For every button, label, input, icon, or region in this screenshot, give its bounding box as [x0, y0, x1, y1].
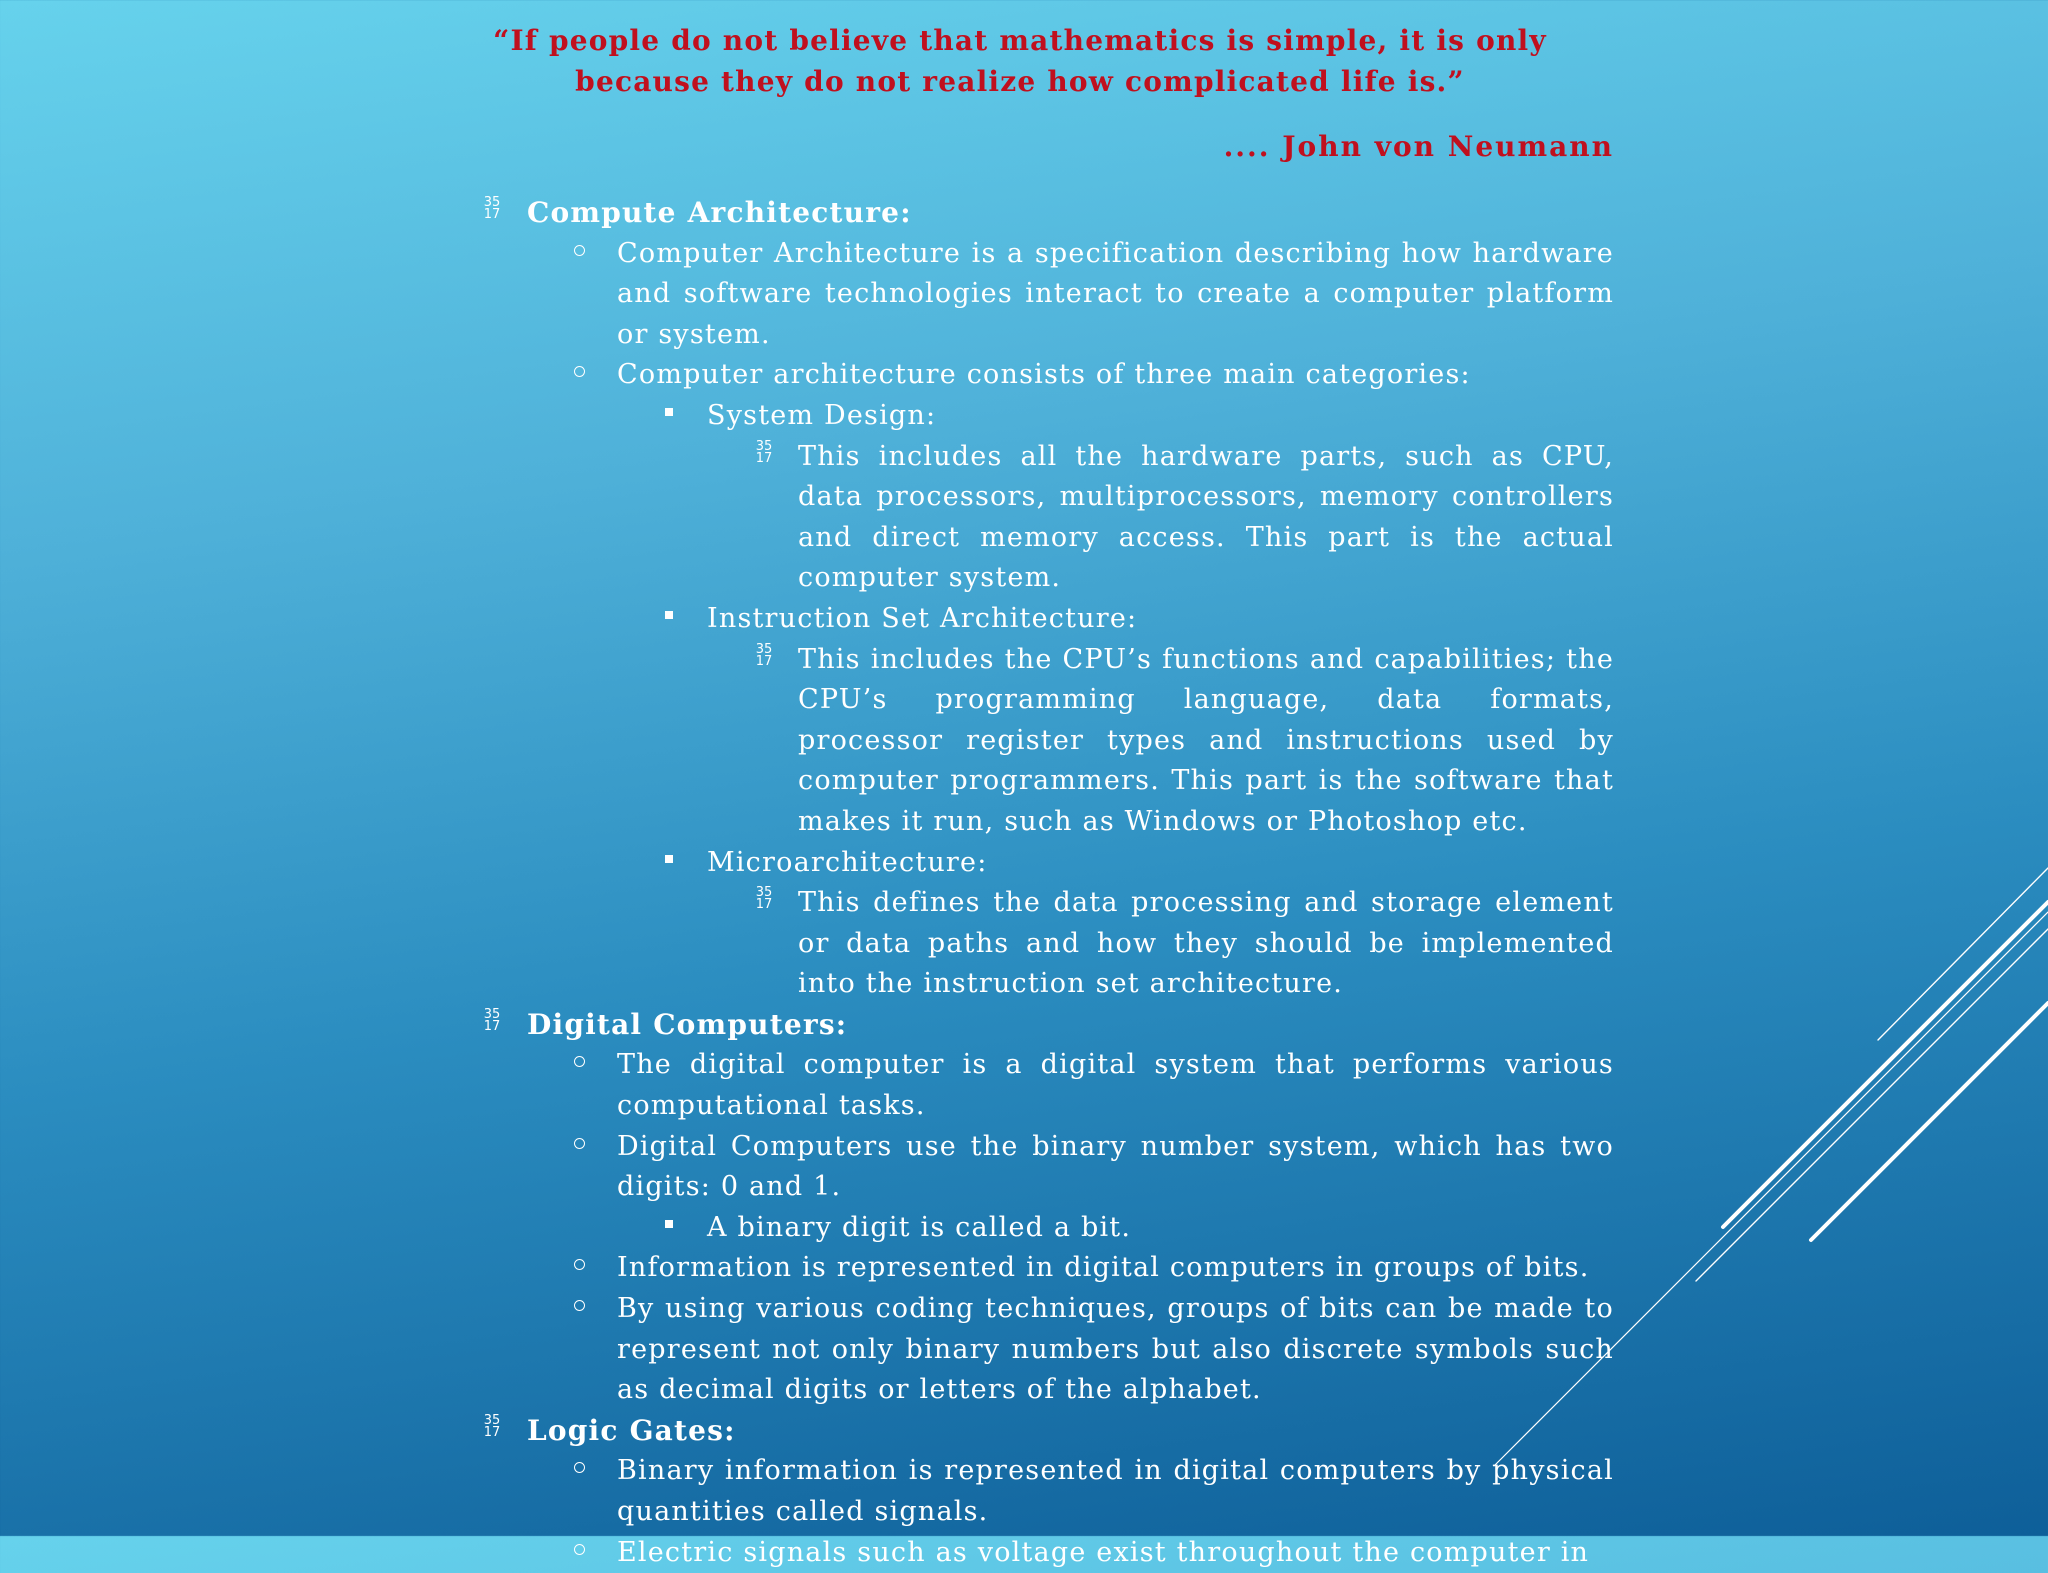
square-bullet-icon [665, 1220, 673, 1228]
list-item [0, 1451, 1614, 1532]
detail-item-text: This includes the CPU’s functions and capabilities; the CPU’s programming language, data formats, processor register types and instructions used by computer programmers. This part is the software that makes it run, such as Windows or Photoshop etc. [798, 643, 1614, 837]
section-heading [0, 1005, 1614, 1046]
list-item [0, 1127, 1614, 1208]
numbered-bullet-icon: 35 17 [755, 438, 773, 466]
quote-text: “If people do not believe that mathematics is simple, it is only because they do not realize how complicated life is.” [493, 24, 1547, 98]
detail-item [0, 437, 1614, 599]
circle-bullet-icon [574, 1300, 585, 1311]
list-item-text: Computer architecture consists of three main categories: [617, 359, 1471, 391]
list-item-text: Information is represented in digital computers in groups of bits. [617, 1252, 1590, 1284]
list-item [0, 234, 1614, 356]
list-item [0, 1289, 1614, 1411]
sub-list-item-text: System Design: [707, 399, 937, 431]
numbered-bullet-icon: 35 17 [483, 1412, 501, 1440]
numbered-bullet-icon: 35 17 [483, 1006, 501, 1034]
circle-bullet-icon [574, 245, 585, 256]
sub-list-item [0, 1208, 1614, 1249]
square-bullet-icon [665, 611, 673, 619]
circle-bullet-icon [574, 1138, 585, 1149]
circle-bullet-icon [574, 1259, 585, 1270]
detail-item [0, 640, 1614, 843]
list-item [0, 355, 1614, 396]
section-heading-text: Logic Gates: [527, 1413, 736, 1447]
square-bullet-icon [665, 855, 673, 863]
quote-author: .... John von Neumann [1223, 130, 1614, 163]
list-item-text: Electric signals such as voltage exist throughout the computer in [617, 1536, 1590, 1568]
circle-bullet-icon [574, 366, 585, 377]
numbered-bullet-icon: 35 17 [755, 885, 773, 913]
sub-list-item-text: Instruction Set Architecture: [707, 602, 1138, 634]
detail-item-text: This defines the data processing and storage element or data paths and how they should be implemented into the instruction set architecture. [798, 887, 1614, 1000]
sub-list-item [0, 843, 1614, 884]
square-bullet-icon [665, 408, 673, 416]
section-heading-text: Digital Computers: [527, 1007, 848, 1041]
list-item-text: Computer Architecture is a specification describing how hardware and software technologies interact to create a computer platform or system. [617, 237, 1614, 350]
sub-list-item [0, 599, 1614, 640]
numbered-bullet-icon: 35 17 [755, 641, 773, 669]
section-heading [0, 1411, 1614, 1452]
circle-bullet-icon [574, 1462, 585, 1473]
detail-item-text: This includes all the hardware parts, such as CPU, data processors, multiprocessors, memory controllers and direct memory access. This part is the actual computer system. [798, 440, 1614, 594]
list-item [0, 1045, 1614, 1126]
section-heading [0, 193, 1614, 234]
slide-content [0, 193, 2048, 1573]
list-item-text: The digital computer is a digital system that performs various computational tasks. [617, 1049, 1614, 1122]
sub-list-item [0, 396, 1614, 437]
numbered-bullet-icon: 35 17 [483, 195, 501, 222]
sub-list-item-text: A binary digit is called a bit. [707, 1211, 1132, 1243]
list-item [0, 1533, 1614, 1573]
section-heading-text: Compute Architecture: [527, 196, 912, 229]
list-item-text: By using various coding techniques, groups of bits can be made to represent not only binary numbers but also discrete symbols such as decimal digits or letters of the alphabet. [617, 1293, 1614, 1406]
circle-bullet-icon [574, 1544, 585, 1555]
sub-list-item-text: Microarchitecture: [707, 846, 988, 878]
list-item-text: Digital Computers use the binary number system, which has two digits: 0 and 1. [617, 1130, 1614, 1203]
list-item-text: Binary information is represented in digital computers by physical quantities called signals. [617, 1455, 1614, 1527]
list-item [0, 1248, 1614, 1289]
circle-bullet-icon [574, 1056, 585, 1067]
detail-item [0, 883, 1614, 1005]
